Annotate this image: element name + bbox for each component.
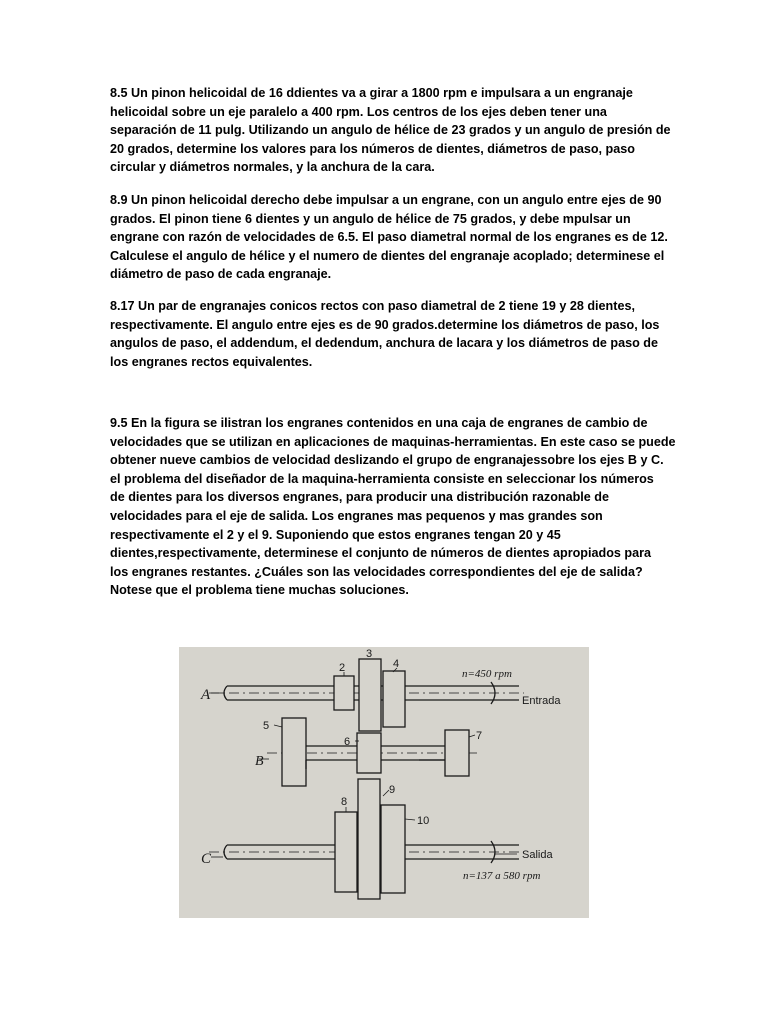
text-line: Calculese el angulo de hélice y el numero de dientes del engranaje acoplado; determinese el bbox=[110, 248, 665, 263]
text-line: el problema del diseñador de la maquina-herramienta consiste en seleccionar los números bbox=[110, 471, 654, 486]
text-line: 20 grados, determine los valores para los números de dientes, diámetros de paso, paso bbox=[110, 141, 635, 156]
gear-5 bbox=[282, 718, 306, 786]
gear-8 bbox=[335, 812, 357, 892]
text-line: velocidades para el eje de salida. Los engranes mas pequenos y mas grandes son bbox=[110, 508, 603, 523]
shaft-c-label: C bbox=[201, 851, 212, 867]
gear-3 bbox=[359, 659, 381, 731]
gear-2 bbox=[334, 676, 354, 710]
shaft-b-label: B bbox=[255, 754, 264, 769]
text-line: 8.9 Un pinon helicoidal derecho debe impulsar a un engrane, con un angulo entre ejes de 90 bbox=[110, 193, 662, 207]
gearbox-figure bbox=[179, 647, 589, 918]
text-line: respectivamente el 2 y el 9. Suponiendo que estos engranes tengan 20 y 45 bbox=[110, 527, 561, 542]
text-line: los engranes restantes. ¿Cuáles son las velocidades correspondientes del eje de salida? bbox=[110, 564, 643, 579]
text-line: angulos de paso, el addendum, el dedendum, anchura de lacara y los diámetros de paso de bbox=[110, 336, 658, 351]
text-line: de dientes para los diversos engranes, para producir una distribución razonable de bbox=[110, 490, 609, 505]
gear-10 bbox=[381, 805, 405, 893]
text-line: 8.17 Un par de engranajes conicos rectos con paso diametral de 2 tiene 19 y 28 dientes, bbox=[110, 299, 635, 313]
shaft-a-label: A bbox=[201, 687, 211, 703]
gear-9-label: 9 bbox=[389, 784, 396, 796]
text-line: Notese que el problema tiene muchas soluciones. bbox=[110, 583, 409, 598]
gear-6 bbox=[357, 733, 381, 773]
text-line: los engranes rectos equivalentes. bbox=[110, 354, 313, 369]
text-line: velocidades que se utilizan en aplicaciones de maquinas-herramientas. En este caso se puede bbox=[110, 434, 676, 449]
text-line: engrane con razón de velocidades de 6.5. El paso diametral normal de los engranes es de 12. bbox=[110, 230, 668, 245]
gear-7 bbox=[445, 730, 469, 776]
gear-6-label: 6 bbox=[344, 736, 351, 748]
gear-4-label: 4 bbox=[393, 658, 400, 670]
problem-9-5 bbox=[110, 414, 676, 600]
problem-8-5 bbox=[110, 84, 670, 177]
gear-5-label: 5 bbox=[263, 720, 270, 732]
text-line: diámetro de paso de cada engranaje. bbox=[110, 267, 332, 282]
gear-8-label: 8 bbox=[341, 796, 348, 808]
gear-9 bbox=[358, 779, 380, 899]
problem-8-9 bbox=[110, 191, 670, 284]
problem-8-17 bbox=[110, 297, 670, 371]
gear-3-label: 3 bbox=[366, 648, 373, 660]
text-line: grados. El pinon tiene 6 dientes y un angulo de hélice de 75 grados, y debe mpulsar un bbox=[110, 211, 631, 226]
text-line: dientes,respectivamente, determinese el conjunto de números de dientes apropiados para bbox=[110, 546, 651, 561]
text-line: circular y diámetros normales, y la anchura de la cara. bbox=[110, 160, 435, 175]
text-line: respectivamente. El angulo entre ejes es de 90 grados.determine los diámetros de paso, los bbox=[110, 317, 660, 332]
text-line: 8.5 Un pinon helicoidal de 16 ddientes va a girar a 1800 rpm e impulsara a un engranaje bbox=[110, 86, 633, 100]
text-line: helicoidal sobre un eje paralelo a 400 rpm. Los centros de los ejes deben tener una bbox=[110, 104, 607, 119]
gear-10-label: 10 bbox=[417, 815, 430, 827]
text-line: separación de 11 pulg. Utilizando un angulo de hélice de 23 grados y un angulo de presión de bbox=[110, 123, 671, 138]
gear-7-label: 7 bbox=[476, 730, 483, 742]
gear-4 bbox=[383, 671, 405, 727]
input-speed: n=450 rpm bbox=[462, 668, 512, 680]
gearbox-diagram bbox=[179, 647, 589, 918]
text-line: 9.5 En la figura se ilistran los engranes contenidos en una caja de engranes de cambio de bbox=[110, 416, 648, 430]
output-speed: n=137 a 580 rpm bbox=[463, 870, 541, 882]
text-line: obtener nueve cambios de velocidad deslizando el grupo de engranajessobre los ejes B y C. bbox=[110, 453, 664, 468]
output-label: Salida bbox=[522, 849, 553, 861]
gear-2-label: 2 bbox=[339, 662, 346, 674]
input-label: Entrada bbox=[522, 695, 561, 707]
